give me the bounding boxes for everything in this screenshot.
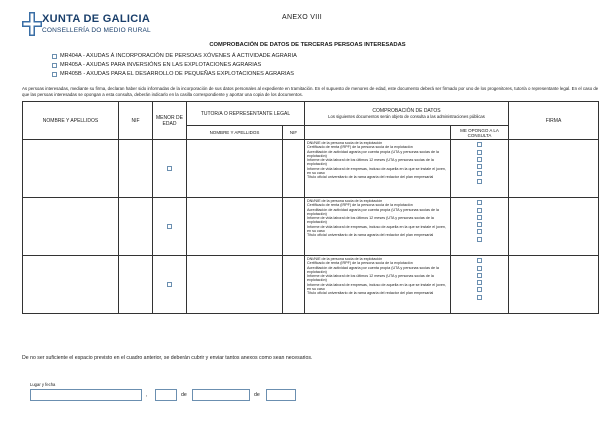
- tutor-nif-cell[interactable]: [283, 198, 305, 256]
- document-item: Informe de vida laboral de empresas, incluso de aquella en la que se instale el joven, en su caso: [307, 282, 446, 292]
- de-separator: de: [254, 392, 260, 398]
- procedure-option[interactable]: [52, 71, 294, 77]
- document-item: Título oficial universitario de la rama agraria del redactor del plan empresarial: [307, 291, 434, 296]
- documents-cell: [305, 198, 451, 256]
- year-field[interactable]: [266, 389, 296, 401]
- header-check-title: COMPROBACIÓN DE DATOS: [372, 108, 441, 114]
- footer-note: De no ser suficiente el espacio previsto en el cuadro anterior, se deberán cubrir y enviar tantos anexos como sean necesarios.: [22, 355, 313, 361]
- day-field[interactable]: [155, 389, 177, 401]
- tutor-name-cell[interactable]: [187, 198, 283, 256]
- procedure-checkbox[interactable]: [52, 54, 57, 59]
- tutor-nif-cell[interactable]: [283, 140, 305, 198]
- de-separator: de: [181, 392, 187, 398]
- header-tutor: TUTOR/A O REPRESENTANTE LEGAL: [187, 102, 305, 126]
- procedure-option[interactable]: [52, 53, 297, 59]
- minor-checkbox[interactable]: [167, 224, 172, 229]
- sign-cell[interactable]: [509, 140, 599, 198]
- document-item: Acreditación de actividad agraria por cuenta propia (UTA y personas socias de la explotación): [307, 149, 439, 158]
- header-sign: FIRMA: [509, 102, 599, 140]
- documents-cell: [305, 256, 451, 314]
- oppose-checkbox[interactable]: [477, 171, 482, 176]
- document-item: Título oficial universitario de la rama agraria del redactor del plan empresarial: [307, 175, 434, 180]
- document-item: Informe de vida laboral de los últimos 12 meses (UTA y personas socias de la explotación): [307, 158, 434, 167]
- procedure-label: MR405A - AXUDAS PARA INVERSIÓNS EN LAS EXPLOTACIONES AGRARIAS: [60, 62, 262, 68]
- nif-cell[interactable]: [119, 256, 153, 314]
- oppose-checkbox[interactable]: [477, 266, 482, 271]
- oppose-checkbox[interactable]: [477, 237, 482, 242]
- oppose-checkbox[interactable]: [477, 150, 482, 155]
- oppose-checkbox[interactable]: [477, 164, 482, 169]
- header-tutor-name: NOMBRE Y APELLIDOS: [187, 126, 283, 140]
- nif-cell[interactable]: [119, 198, 153, 256]
- minor-cell: [153, 140, 187, 198]
- oppose-checkbox[interactable]: [477, 200, 482, 205]
- name-cell[interactable]: [23, 256, 119, 314]
- document-item: Informe de vida laboral de empresas, incluso de aquella en la que se instale el joven, en su caso: [307, 166, 446, 176]
- org-name: XUNTA DE GALICIA: [42, 13, 151, 25]
- place-date-label: Lugar y fecha: [30, 382, 56, 387]
- document-item: Informe de vida laboral de los últimos 12 meses (UTA y personas socias de la explotación): [307, 216, 434, 225]
- annex-label: ANEXO VIII: [282, 14, 322, 21]
- oppose-checkbox[interactable]: [477, 280, 482, 285]
- intro-text: As persoas interesadas, mediante su firma, declaran haber sido informadas de la incorporación de sus datos personales al expediente en tramitación. En el supuesto de menores de edad, este documento deberá ser firmado por uno de los progenitores, tutor/a o representante legal. En el caso de que las persoas interesadas se opongan a esta consulta, deberán indicarlo en la casilla correspondiente y aportar una copia de los documentos.: [22, 86, 599, 97]
- department-name: CONSELLERÍA DO MEDIO RURAL: [42, 27, 151, 34]
- table-row: [23, 256, 599, 314]
- oppose-checkbox[interactable]: [477, 258, 482, 263]
- minor-checkbox[interactable]: [167, 166, 172, 171]
- header-tutor-nif: NIF: [283, 126, 305, 140]
- header-name: NOMBRE Y APELLIDOS: [23, 102, 119, 140]
- minor-cell: [153, 256, 187, 314]
- name-cell[interactable]: [23, 140, 119, 198]
- tutor-nif-cell[interactable]: [283, 256, 305, 314]
- oppose-cell: [451, 198, 509, 256]
- oppose-checkbox[interactable]: [477, 295, 482, 300]
- oppose-cell: [451, 140, 509, 198]
- oppose-checkbox[interactable]: [477, 179, 482, 184]
- table-row: [23, 140, 599, 198]
- header-docs-spacer: [305, 126, 451, 140]
- place-field[interactable]: [30, 389, 142, 401]
- document-item: Título oficial universitario de la rama agraria del redactor del plan empresarial: [307, 233, 434, 238]
- nif-cell[interactable]: [119, 140, 153, 198]
- document-item: Informe de vida laboral de empresas, incluso de aquella en la que se instale el joven, en su caso: [307, 224, 446, 234]
- minor-cell: [153, 198, 187, 256]
- document-item: DNI/NIE de la persona socia de la explotación: [307, 257, 383, 261]
- oppose-checkbox[interactable]: [477, 222, 482, 227]
- oppose-checkbox[interactable]: [477, 273, 482, 278]
- document-title: COMPROBACIÓN DE DATOS DE TERCERAS PERSOAS INTERESADAS: [209, 42, 406, 48]
- header-check: [305, 102, 509, 126]
- sign-cell[interactable]: [509, 198, 599, 256]
- month-field[interactable]: [192, 389, 250, 401]
- document-item: Certificado de renta (IRPF) de la persona socia de la explotación: [307, 261, 413, 266]
- oppose-cell: [451, 256, 509, 314]
- sign-cell[interactable]: [509, 256, 599, 314]
- third-parties-table: [22, 101, 599, 314]
- tutor-name-cell[interactable]: [187, 256, 283, 314]
- oppose-checkbox[interactable]: [477, 229, 482, 234]
- document-item: Informe de vida laboral de los últimos 12 meses (UTA y personas socias de la explotación): [307, 274, 434, 283]
- document-item: DNI/NIE de la persona socia de la explotación: [307, 141, 383, 145]
- xunta-logo-icon: [22, 12, 42, 36]
- document-item: Acreditación de actividad agraria por cuenta propia (UTA y personas socias de la explotación): [307, 265, 439, 274]
- comma-separator: ,: [146, 392, 148, 398]
- header-oppose: ME OPONGO A LA CONSULTA: [451, 126, 509, 140]
- header-minor: MENOR DE EDAD: [153, 102, 187, 140]
- procedure-checkbox[interactable]: [52, 72, 57, 77]
- document-item: Acreditación de actividad agraria por cuenta propia (UTA y personas socias de la explotación): [307, 207, 439, 216]
- header-check-sub: Los siguientes documentos serán objeto de consulta a las administraciones públicas: [328, 114, 485, 119]
- oppose-checkbox[interactable]: [477, 287, 482, 292]
- header-nif: NIF: [119, 102, 153, 140]
- documents-cell: [305, 140, 451, 198]
- document-item: Certificado de renta (IRPF) de la persona socia de la explotación: [307, 145, 413, 150]
- document-item: Certificado de renta (IRPF) de la persona socia de la explotación: [307, 203, 413, 208]
- procedure-label: MR404A - AXUDAS Á INCORPORACIÓN DE PERSOAS XÓVENES Á ACTIVIDADE AGRARIA: [60, 53, 297, 59]
- oppose-checkbox[interactable]: [477, 208, 482, 213]
- name-cell[interactable]: [23, 198, 119, 256]
- minor-checkbox[interactable]: [167, 282, 172, 287]
- oppose-checkbox[interactable]: [477, 157, 482, 162]
- document-item: DNI/NIE de la persona socia de la explotación: [307, 199, 383, 203]
- table-row: [23, 198, 599, 256]
- procedure-checkbox[interactable]: [52, 63, 57, 68]
- oppose-checkbox[interactable]: [477, 215, 482, 220]
- oppose-checkbox[interactable]: [477, 142, 482, 147]
- procedure-option[interactable]: [52, 62, 261, 68]
- tutor-name-cell[interactable]: [187, 140, 283, 198]
- procedure-label: MR405B - AXUDAS PARA EL DESARROLLO DE PEQUEÑAS EXPLOTACIONES AGRARIAS: [60, 71, 294, 77]
